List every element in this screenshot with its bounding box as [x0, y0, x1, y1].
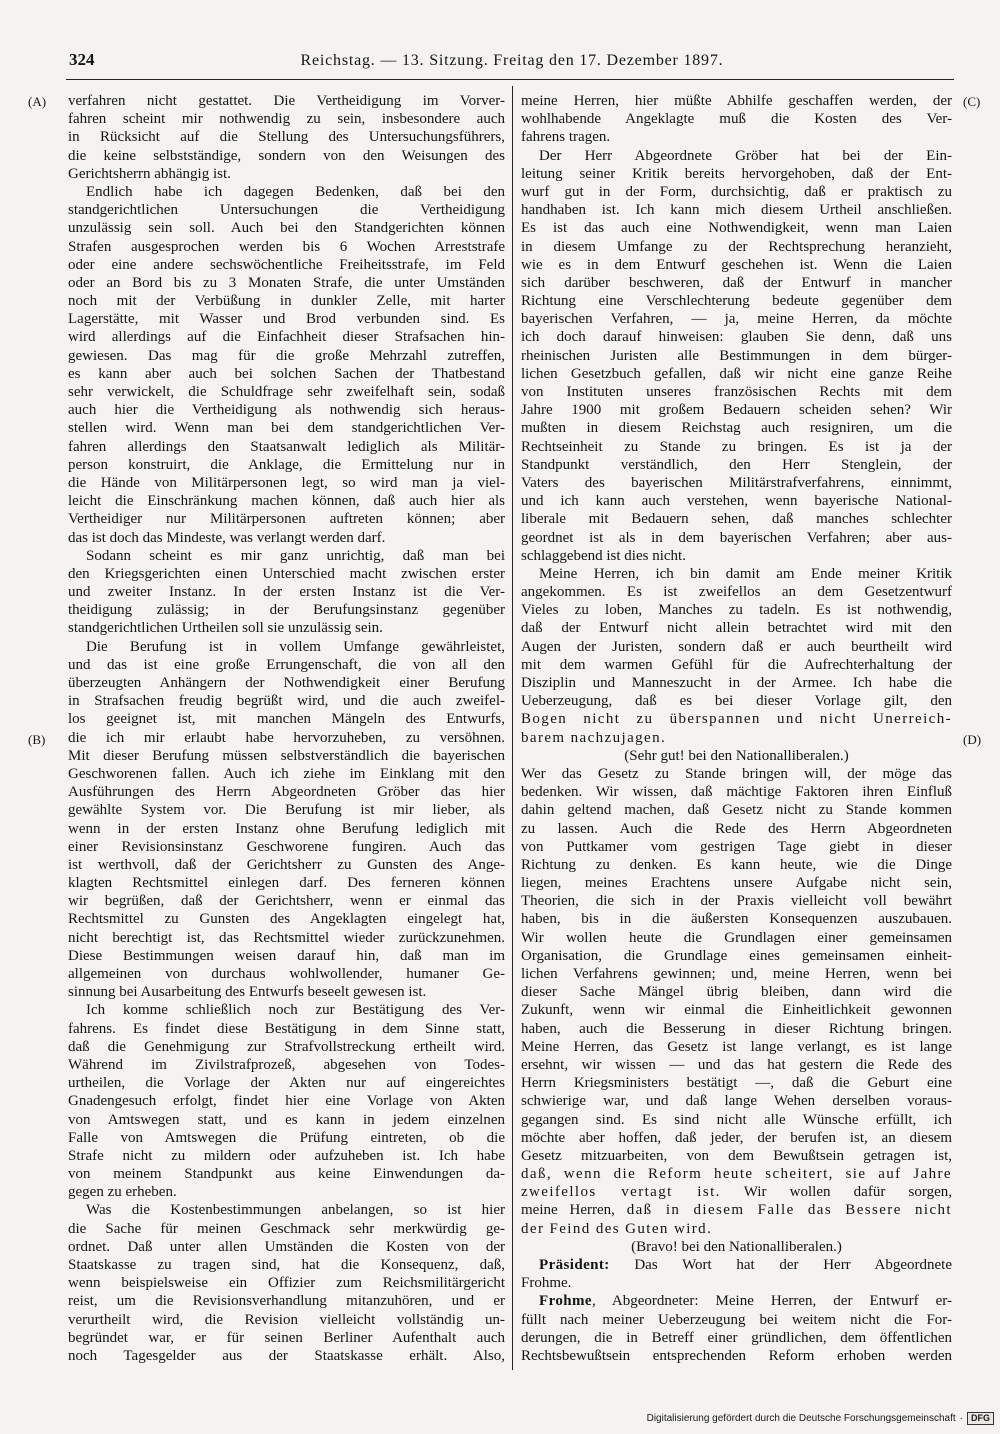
margin-marker-b: (B) — [28, 732, 46, 747]
text-line: nicht berechtigt ist, das Rechtsmittel wieder zurückzunehmen. — [68, 929, 505, 946]
text-line — [521, 729, 952, 747]
text-line: Endlich habe ich dagegen Bedenken, daß bei den — [86, 183, 505, 200]
text-line: gewählte System vor. Die Berufung ist mir lieber, als — [68, 802, 505, 819]
margin-marker-d: (D) — [963, 732, 982, 747]
text-line: leitung seiner Kritik bereits hervorgehoben, daß der Ent- — [521, 165, 952, 182]
text-line: zu lassen. Auch die Rede des Herrn Abgeordneten — [521, 820, 952, 837]
text-line: liegen, meines Erachtens unsere Aufgabe nicht sein, — [521, 875, 952, 892]
running-title: Reichstag. — 13. Sitzung. Freitag den 17. Dezember 1897. — [300, 52, 724, 69]
emphasized-text: Bogen nicht zu überspannen und nicht Unerreich- — [521, 711, 952, 728]
paragraph — [68, 638, 505, 1002]
paragraph — [68, 183, 505, 547]
text-line: allgemeinen von durchaus wohlwollender, humaner Ge- — [68, 966, 505, 982]
text-line: Standpunkt verständlich, den Herr Stenglein, der — [521, 456, 952, 473]
text-line: die Sache für meinen Geschmack sehr merkwürdig ge- — [68, 1220, 505, 1237]
text-line: Wir wollen heute die Grundlagen einer gemeinsamen — [521, 929, 952, 946]
text-line: unzulässig sein soll. Auch bei den Standgerichten können — [68, 220, 505, 237]
text-line: gewiesen. Das mag für die große Mehrzahl zutreffen, — [68, 347, 505, 364]
text-line: bedenken. Wir wissen, daß mächtige Faktoren ihren Einfluß — [521, 784, 952, 801]
text-line: los geeignet ist, mit manchen Mängeln des Entwurfs, — [68, 711, 505, 728]
text-line: derungen, die in Betreff einer gründlichen, dem öffentlichen — [521, 1329, 952, 1346]
text-line: mußten in diesem Reichstag auch resigniren, um die — [521, 420, 952, 437]
text-line: Gesetz mitzuarbeiten, von dem Bewußtsein getragen ist, — [521, 1147, 952, 1164]
emphasized-text: daß in diesem Falle das Bessere nicht — [626, 1202, 952, 1219]
text-line: Vertheidiger nur Militärpersonen auftreten können; aber — [68, 511, 505, 528]
text-line: wie es in dem Entwurf geschehen ist. Wenn die Laien — [521, 256, 952, 273]
emphasized-text: der Feind des Guten wird. — [521, 1220, 713, 1237]
page-number: 324 — [69, 50, 95, 69]
text-line: Frohme. — [521, 1275, 572, 1292]
text-line: urtheilen, die Vorlage der Akten nur auf eingereichtes — [68, 1075, 505, 1092]
text-line: wir begrüßen, daß der Gerichtsherr, wenn er einmal das — [68, 893, 505, 910]
text-line: auch hier die Vertheidigung als nothwendig sich heraus- — [68, 402, 505, 419]
text-line: einer Revisionsinstanz Geschworene fungiren. Auch das — [68, 838, 505, 855]
text-line: bayerischen Verfahren, — ja, meine Herren, da möchte — [521, 311, 952, 328]
text-segment: meine Herren, — [521, 1202, 627, 1219]
text-line: ich doch darauf hinweisen: glauben Sie denn, daß uns — [521, 329, 952, 346]
text-line: Was die Kostenbestimmungen anbelangen, so ist hier — [86, 1202, 505, 1219]
text-line: ersehnt, wir wissen — und das hat gestern die Rede des — [521, 1056, 952, 1073]
text-line: Diese Bestimmungen weisen darauf hin, daß man im — [68, 947, 505, 964]
text-line: ordnet. Daß unter allen Umständen die Kosten von der — [68, 1238, 505, 1255]
text-line: Strafe nicht zu mildern oder aufzuheben ist. Ich habe — [68, 1147, 505, 1164]
text-line: ist werthvoll, daß der Gerichtsherr zu Gunsten des Ange- — [68, 856, 505, 873]
text-line: die ich mir erlaubt habe hervorzuheben, zu versöhnen. — [68, 729, 505, 746]
right-column — [521, 92, 952, 1365]
text-line: Die Berufung ist in vollem Umfange gewährleistet, — [86, 638, 505, 655]
paragraph — [521, 1292, 952, 1365]
paragraph — [521, 565, 952, 747]
text-line: oder an Bord bis zu 3 Monaten Strafe, die unter Umständen — [68, 274, 505, 291]
text-line — [521, 1201, 952, 1219]
text-line: Staatskasse zu tragen sind, hat die Konsequenz, daß, — [68, 1257, 505, 1273]
text-line: Gnadengesuch erfolgt, findet hier eine Vorlage von Akten — [68, 1093, 505, 1110]
text-line: in diesem Umfange zu der Rechtsprechung heranzieht, — [521, 238, 952, 255]
text-line: in Rücksicht auf die Stellung des Untersuchungsführers, — [68, 129, 505, 146]
text-line: rheinischen Juristen alle Bestimmungen in dem bürger- — [521, 347, 952, 364]
text-line: sich darüber beschweren, daß der Entwurf in mancher — [521, 274, 952, 291]
text-line: oder eine andere sechswöchentliche Freiheitsstrafe, im Feld — [68, 256, 505, 273]
text-segment: , Abgeordneter: Meine Herren, der Entwurf er- — [591, 1293, 952, 1310]
text-line: überzeugten Anhängern der Nothwendigkeit einer Berufung — [68, 675, 505, 691]
text-line: es kann aber auch bei solchen Sachen der Thatbestand — [68, 365, 505, 382]
text-line: standgerichtlichen Untersuchungen die Vertheidigung — [68, 202, 505, 219]
text-line: theidigung zulässig; in der Berufungsinstanz gegenüber — [68, 602, 505, 619]
text-line: Meine Herren, ich bin damit am Ende meiner Kritik — [539, 565, 952, 582]
text-line: fahrens. Es findet diese Bestätigung in dem Sinne statt, — [68, 1020, 505, 1037]
text-line — [521, 1165, 952, 1183]
text-line: dahin geltend machen, daß Gesetz nicht zu Stande kommen — [521, 802, 952, 819]
text-line: und ich kann auch verstehen, wenn bayerische National- — [521, 493, 952, 510]
text-line: stellen wird. Wenn man bei dem standgerichtlichen Ver- — [68, 420, 505, 437]
text-line: Rechtsbewußtsein entsprechenden Reform erhoben werden — [521, 1347, 952, 1364]
text-line: gegen zu erheben. — [68, 1184, 177, 1201]
paragraph — [521, 765, 952, 1238]
text-line — [521, 1292, 952, 1310]
dfg-logo: DFG — [967, 1412, 994, 1425]
text-line: Meine Herren, das Gesetz ist lange verlangt, es ist lange — [521, 1038, 952, 1055]
text-line: daß die Genehmigung zur Strafvollstreckung ertheilt wird. — [68, 1038, 505, 1055]
text-line: Zukunft, wenn wir einmal die Einheitlichkeit gewonnen — [521, 1002, 952, 1019]
text-line: liberale mit Bedauern sehen, daß manches schlechter — [521, 511, 952, 528]
text-line: sehr verwickelt, die Schuldfrage sehr zweifelhaft sein, sodaß — [68, 384, 505, 400]
text-segment: Wir wollen dafür sorgen, — [720, 1184, 952, 1201]
text-line: möchte aber hoffen, daß jeder, der berufen ist, an diesem — [521, 1129, 952, 1146]
text-line: füllt nach meiner Ueberzeugung bei weitem nicht die For- — [521, 1311, 952, 1328]
text-line: die keine selbstständige, sondern von den Weisungen des — [68, 147, 505, 164]
text-line: reist, um die Revisionsverhandlung mitanzuhören, und er — [68, 1293, 505, 1310]
text-line: wenn in der ersten Instanz ohne Berufung lediglich mit — [68, 820, 505, 837]
text-line: von Puttkamer vom gestrigen Tage giebt in dieser — [521, 838, 952, 855]
text-line: schlaggebend ist dies nicht. — [521, 547, 686, 564]
text-line: dieser Sache Mängel übrig bleiben, dann wird die — [521, 984, 952, 1001]
text-line: Richtung eine Verschlechterung bedeute gegenüber dem — [521, 293, 952, 310]
speaker-name: Präsident: — [539, 1257, 610, 1273]
emphasized-text: daß, wenn die Reform heute scheitert, sie auf Jahre — [521, 1166, 952, 1183]
text-line: wohlhabende Angeklagte muß die Kosten des Ver- — [521, 111, 952, 128]
text-line: standgerichtlichen Urtheilen soll sie unzulässig sein. — [68, 620, 383, 637]
text-line: geordnet ist als in dem bayerischen Verfahren; aber aus- — [521, 529, 952, 546]
text-line: Mit dieser Berufung müssen selbstverständlich die bayerischen — [68, 747, 505, 764]
text-line: gegangen sind. Es sind nicht alle Wünsche erfüllt, ich — [521, 1111, 952, 1128]
text-line: Gerichtsherrn abhängig ist. — [68, 165, 231, 182]
text-line: in Strafsachen freudig begrüßt wird, und die auch zweifel- — [68, 693, 505, 710]
text-line: wird allerdings auf die Einfachheit dieser Strafsachen hin- — [68, 329, 505, 346]
text-line: Ich komme schließlich noch zur Bestätigung des Ver- — [86, 1002, 505, 1019]
text-line: Ueberzeugung, daß es bei dieser Vorlage gilt, den — [521, 693, 952, 710]
column-rule — [512, 86, 513, 1370]
text-line: noch Tagesgelder aus der Staatskasse erhält. Also, — [68, 1347, 505, 1364]
text-line: von Amtswegen statt, und es kann in jedem einzelnen — [68, 1111, 505, 1128]
text-line: Jahre 1900 mit großem Bedauern scheiden sehen? Wir — [521, 402, 952, 419]
text-line: klagten Rechtsmittel einlegen darf. Des ferneren können — [68, 875, 505, 892]
text-line: person konstruirt, die Anklage, die Ermittelung nur in — [68, 456, 505, 473]
paragraph — [521, 1256, 952, 1292]
text-line: meine Herren, hier müßte Abhilfe geschaffen werden, der — [521, 93, 952, 109]
margin-marker-a: (A) — [28, 94, 47, 109]
text-line: Herrn Kriegsministers bestätigt —, daß die Geburt eine — [521, 1075, 952, 1092]
text-line: den Kriegsgerichten einen Unterschied macht zwischen erster — [68, 565, 505, 582]
emphasized-text: zweifellos vertagt ist. — [521, 1184, 721, 1201]
text-line: lichen Gesetzbuch gefallen, daß wir nicht eine ganze Reihe — [521, 365, 952, 382]
text-line: schwierige war, und daß lange Wehen derselben voraus- — [521, 1093, 952, 1110]
text-line: wenn beispielsweise ein Offizier zum Reichsmilitärgericht — [68, 1275, 505, 1292]
text-line: fahren scheint mir nothwendig zu sein, insbesondere auch — [68, 111, 505, 128]
text-line: Vieles zu loben, Manches zu tadeln. Es ist nothwendig, — [521, 602, 952, 619]
interjection: (Bravo! bei den Nationalliberalen.) — [631, 1238, 842, 1255]
paragraph — [68, 547, 505, 638]
text-line: Richtung zu denken. Es kann heute, wie die Dinge — [521, 856, 952, 873]
text-line: wurf gut in der Form, durchsichtig, daß er praktisch zu — [521, 183, 952, 200]
text-line: angekommen. Es ist zweifellos an dem Gesetzentwurf — [521, 584, 952, 601]
text-line: leicht die Einschränkung machen können, daß auch hier als — [68, 493, 505, 510]
emphasized-text: barem nachzujagen. — [521, 729, 667, 746]
paragraph — [68, 1201, 505, 1365]
left-column — [68, 92, 505, 1365]
text-line: Geschworenen fallen. Auch ich ziehe im Einklang mit den — [68, 765, 505, 782]
paragraph — [521, 147, 952, 565]
paragraph — [521, 92, 952, 147]
text-line: und zweiter Instanz. In der ersten Instanz ist die Ver- — [68, 584, 505, 601]
text-line — [521, 1220, 952, 1238]
text-line: fahrens tragen. — [521, 129, 611, 146]
text-segment: Das Wort hat der Herr Abgeordnete — [609, 1257, 952, 1273]
text-line: Vaters des bayerischen Militärstrafverfahrens, einnimmt, — [521, 474, 952, 491]
footer — [647, 1412, 994, 1425]
digitization-credit: Digitalisierung gefördert durch die Deutsche Forschungsgemeinschaft — [646, 1412, 956, 1424]
text-line: Rechtsmittel zu Gunsten des Angeklagten eingelegt hat, — [68, 911, 505, 928]
text-line: Der Herr Abgeordnete Gröber hat bei der Ein- — [539, 147, 952, 164]
speaker-name: Frohme — [539, 1293, 592, 1310]
text-line: noch mit der Verbüßung in dunkler Zelle, mit harter — [68, 293, 505, 310]
text-line: haben, auch die Besserung in dieser Richtung bringen. — [521, 1020, 952, 1037]
text-line: das ist doch das Mindeste, was verlangt werden darf. — [68, 529, 386, 546]
text-line: von meinem Standpunkt aus keine Einwendungen da- — [68, 1166, 505, 1183]
text-line: haben, bis in die äußersten Konsequenzen auszubauen. — [521, 911, 952, 928]
text-line: von Instituten unseres französischen Rechts mit dem — [521, 384, 952, 400]
text-line: fahren allerdings den Staatsanwalt lediglich als Militär- — [68, 438, 505, 455]
text-line: verurtheilt wird, die Revision vielleicht vollständig un- — [68, 1311, 505, 1328]
text-line: Theorien, die sich in der Praxis vielleicht voll bewährt — [521, 893, 952, 910]
text-line: und das ist eine große Errungenschaft, die von all den — [68, 656, 505, 673]
text-line: handhaben ist. Ich kann mich diesem Urtheil anschließen. — [521, 202, 952, 219]
footer-separator: · — [959, 1412, 963, 1424]
text-line — [521, 710, 952, 728]
text-line: daß der Entwurf nicht allein betrachtet wird mit den — [521, 620, 952, 637]
text-line: Sodann scheint es mir ganz unrichtig, daß man bei — [86, 547, 505, 564]
text-line: Wer das Gesetz zu Stande bringen will, der möge das — [521, 765, 952, 782]
text-line: Rechtseinheit zu Stande zu bringen. Es ist ja der — [521, 438, 952, 455]
interjection: (Sehr gut! bei den Nationalliberalen.) — [624, 747, 849, 764]
text-line: sinnung bei Ausarbeitung des Entwurfs beseelt gewesen ist. — [68, 984, 427, 1001]
text-line — [521, 1183, 952, 1201]
text-line: Es ist das auch eine Nothwendigkeit, wenn man Laien — [521, 220, 952, 237]
paragraph — [68, 1001, 505, 1201]
text-line: mit dem warmen Gefühl für die Aufrechterhaltung der — [521, 656, 952, 673]
text-line: Disziplin und Manneszucht in der Armee. Ich habe die — [521, 675, 952, 691]
header-rule — [66, 79, 954, 80]
text-line: begründet war, er für seinen Berliner Aufenthalt auch — [68, 1329, 505, 1346]
text-line — [521, 1256, 952, 1274]
paragraph — [68, 92, 505, 183]
text-line: Während im Zivilstrafprozeß, abgesehen von Todes- — [68, 1056, 505, 1073]
text-line: Ausführungen des Herrn Abgeordneten Gröber das hier — [68, 784, 505, 801]
margin-marker-c: (C) — [963, 94, 981, 109]
text-line: Lagerstätte, mit Wasser und Brod verbunden sind. Es — [68, 311, 505, 328]
text-line: Augen der Juristen, sondern daß er auch beurtheilt wird — [521, 638, 952, 655]
text-line: verfahren nicht gestattet. Die Vertheidigung im Vorver- — [68, 93, 505, 109]
text-line: Falle von Amtswegen die Prüfung eintreten, ob die — [68, 1129, 505, 1146]
text-line: Strafen ausgesprochen werden bis 6 Wochen Arreststrafe — [68, 238, 505, 255]
text-line: die Hände von Militärpersonen legt, so wird man ja viel- — [68, 474, 505, 491]
text-line: Organisation, die Grundlage eines gemeinsamen einheit- — [521, 947, 952, 964]
text-line: lichen Verfahrens gewinnen; und, meine Herren, wenn bei — [521, 966, 952, 982]
